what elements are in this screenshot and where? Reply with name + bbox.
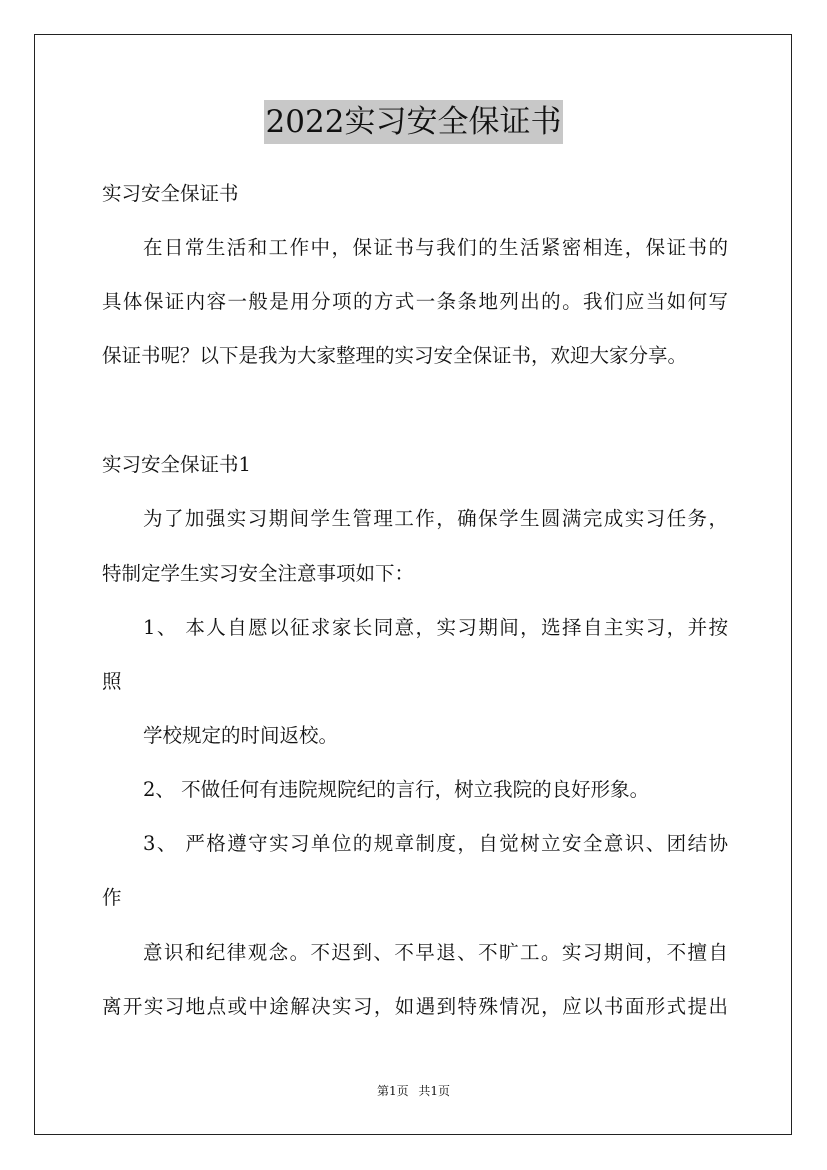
paragraph-line: 为了加强实习期间学生管理工作，确保学生圆满完成实习任务， — [143, 507, 728, 530]
list-item-line: 学校规定的时间返校。 — [143, 724, 339, 747]
page-total: 共1页 — [418, 1084, 451, 1098]
section-heading: 实习安全保证书1 — [102, 453, 251, 476]
paragraph-line: 在日常生活和工作中，保证书与我们的生活紧密相连，保证书的 — [143, 236, 728, 259]
list-item-line: 离开实习地点或中途解决实习，如遇到特殊情况，应以书面形式提出 — [102, 995, 728, 1018]
section-heading: 实习安全保证书 — [102, 182, 239, 205]
list-item-line: 作 — [102, 886, 122, 909]
list-item-line: 意识和纪律观念。不迟到、不早退、不旷工。实习期间，不擅自 — [143, 941, 728, 964]
list-item-line: 3、 严格遵守实习单位的规章制度，自觉树立安全意识、团结协 — [143, 832, 728, 855]
page-footer — [0, 1083, 827, 1099]
list-item-line: 照 — [102, 670, 122, 693]
list-item-line: 1、 本人自愿以征求家长同意，实习期间，选择自主实习，并按 — [143, 616, 728, 639]
page-number: 第1页 — [376, 1084, 409, 1098]
paragraph-line: 特制定学生实习安全注意事项如下： — [102, 562, 415, 585]
document-title: 2022实习安全保证书 — [264, 100, 564, 144]
list-item-line: 2、 不做任何有违院规院纪的言行，树立我院的良好形象。 — [143, 778, 650, 801]
paragraph-line: 保证书呢？以下是我为大家整理的实习安全保证书，欢迎大家分享。 — [102, 344, 688, 367]
paragraph-line: 具体保证内容一般是用分项的方式一条条地列出的。我们应当如何写 — [102, 290, 728, 313]
title-container — [0, 100, 827, 144]
